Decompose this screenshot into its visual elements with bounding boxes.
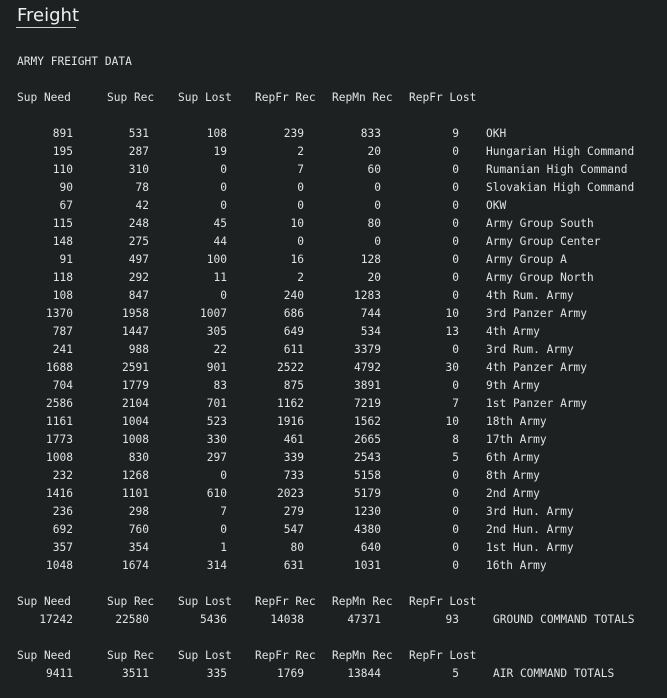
cell-repmn-rec: 1230 [354, 505, 381, 518]
cell-sup-need: 1416 [46, 487, 73, 500]
header-sup-lost: Sup Lost [178, 595, 232, 608]
cell-sup-rec: 1008 [122, 433, 149, 446]
cell-sup-lost: 330 [206, 433, 227, 446]
cell-repmn-rec: 20 [367, 271, 381, 284]
cell-repmn-rec: 2543 [354, 451, 381, 464]
cell-sup-rec: 42 [135, 199, 149, 212]
cell-sup-lost: 5436 [200, 613, 227, 626]
section-title: ARMY FREIGHT DATA [17, 55, 132, 68]
table-row [0, 503, 667, 521]
cell-command-name: Army Group Center [486, 235, 601, 248]
cell-sup-lost: 1 [220, 541, 227, 554]
cell-sup-lost: 1007 [200, 307, 227, 320]
cell-repmn-rec: 13844 [347, 667, 381, 680]
cell-sup-need: 787 [52, 325, 73, 338]
header-repfr-rec: RepFr Rec [255, 91, 316, 104]
cell-sup-lost: 701 [206, 397, 227, 410]
cell-sup-need: 236 [52, 505, 73, 518]
header-repmn-rec: RepMn Rec [332, 595, 393, 608]
cell-sup-lost: 0 [220, 469, 227, 482]
table-row [0, 251, 667, 269]
cell-command-name: 9th Army [486, 379, 540, 392]
cell-sup-need: 704 [52, 379, 73, 392]
header-sup-rec: Sup Rec [107, 595, 155, 608]
cell-sup-need: 91 [59, 253, 73, 266]
cell-repfr-rec: 339 [283, 451, 304, 464]
cell-sup-lost: 0 [220, 163, 227, 176]
table-row [0, 161, 667, 179]
cell-repmn-rec: 3891 [354, 379, 381, 392]
cell-sup-lost: 108 [206, 127, 227, 140]
header-repmn-rec: RepMn Rec [332, 649, 393, 662]
table-row [0, 215, 667, 233]
cell-repfr-lost: 0 [452, 487, 459, 500]
cell-command-name: Army Group South [486, 217, 594, 230]
table-row [0, 485, 667, 503]
cell-repfr-lost: 0 [452, 235, 459, 248]
cell-repfr-lost: 0 [452, 343, 459, 356]
cell-sup-lost: 100 [206, 253, 227, 266]
cell-repmn-rec: 534 [360, 325, 381, 338]
cell-command-name: 2nd Army [486, 487, 540, 500]
cell-sup-rec: 1268 [122, 469, 149, 482]
cell-repfr-lost: 10 [445, 307, 459, 320]
table-row [0, 359, 667, 377]
cell-repfr-rec: 0 [297, 199, 304, 212]
cell-command-name: Rumanian High Command [486, 163, 628, 176]
cell-repmn-rec: 128 [360, 253, 381, 266]
cell-repfr-rec: 7 [297, 163, 304, 176]
cell-command-name: 18th Army [486, 415, 547, 428]
cell-repfr-rec: 686 [283, 307, 304, 320]
cell-repfr-rec: 1162 [277, 397, 304, 410]
cell-repfr-lost: 9 [452, 127, 459, 140]
cell-sup-need: 1008 [46, 451, 73, 464]
cell-sup-lost: 901 [206, 361, 227, 374]
cell-repmn-rec: 0 [374, 199, 381, 212]
cell-repmn-rec: 20 [367, 145, 381, 158]
cell-sup-rec: 22580 [115, 613, 149, 626]
table-row [0, 539, 667, 557]
cell-repfr-rec: 631 [283, 559, 304, 572]
ground-totals-row [0, 611, 667, 629]
cell-repfr-lost: 30 [445, 361, 459, 374]
cell-repfr-rec: 2 [297, 271, 304, 284]
cell-repfr-lost: 0 [452, 379, 459, 392]
cell-repfr-rec: 14038 [270, 613, 304, 626]
cell-sup-rec: 298 [128, 505, 149, 518]
cell-repfr-rec: 1916 [277, 415, 304, 428]
cell-repfr-lost: 13 [445, 325, 459, 338]
cell-command-name: 8th Army [486, 469, 540, 482]
cell-repfr-lost: 0 [452, 559, 459, 572]
cell-repfr-lost: 0 [452, 181, 459, 194]
cell-repfr-lost: 0 [452, 289, 459, 302]
cell-sup-rec: 988 [128, 343, 149, 356]
cell-sup-lost: 7 [220, 505, 227, 518]
cell-sup-need: 1773 [46, 433, 73, 446]
cell-sup-rec: 847 [128, 289, 149, 302]
cell-sup-lost: 297 [206, 451, 227, 464]
cell-sup-rec: 3511 [122, 667, 149, 680]
cell-command-name: Army Group North [486, 271, 594, 284]
cell-sup-need: 241 [52, 343, 73, 356]
ground-totals-header [0, 593, 667, 611]
header-sup-rec: Sup Rec [107, 91, 155, 104]
header-sup-need: Sup Need [17, 91, 71, 104]
cell-repfr-lost: 0 [452, 253, 459, 266]
cell-repfr-lost: 0 [452, 271, 459, 284]
table-row [0, 467, 667, 485]
cell-repmn-rec: 80 [367, 217, 381, 230]
cell-sup-need: 17242 [39, 613, 73, 626]
cell-sup-rec: 275 [128, 235, 149, 248]
cell-sup-rec: 292 [128, 271, 149, 284]
cell-sup-need: 1370 [46, 307, 73, 320]
table-row [0, 197, 667, 215]
table-row [0, 449, 667, 467]
cell-repfr-rec: 80 [290, 541, 304, 554]
cell-sup-rec: 248 [128, 217, 149, 230]
cell-sup-rec: 354 [128, 541, 149, 554]
cell-repfr-rec: 240 [283, 289, 304, 302]
cell-repfr-rec: 2023 [277, 487, 304, 500]
cell-command-name: 4th Panzer Army [486, 361, 588, 374]
air-totals-row [0, 665, 667, 683]
cell-repfr-rec: 16 [290, 253, 304, 266]
cell-repfr-rec: 0 [297, 235, 304, 248]
cell-repfr-rec: 2 [297, 145, 304, 158]
table-row [0, 323, 667, 341]
cell-sup-need: 195 [52, 145, 73, 158]
cell-command-name: 6th Army [486, 451, 540, 464]
cell-repmn-rec: 4380 [354, 523, 381, 536]
cell-command-name: 3rd Hun. Army [486, 505, 574, 518]
cell-command-name: 4th Army [486, 325, 540, 338]
cell-repfr-lost: 10 [445, 415, 459, 428]
cell-sup-need: 118 [52, 271, 73, 284]
cell-repfr-lost: 8 [452, 433, 459, 446]
cell-sup-rec: 1101 [122, 487, 149, 500]
cell-repmn-rec: 1283 [354, 289, 381, 302]
cell-repmn-rec: 833 [360, 127, 381, 140]
cell-repfr-lost: 0 [452, 217, 459, 230]
header-sup-need: Sup Need [17, 649, 71, 662]
cell-repfr-rec: 611 [283, 343, 304, 356]
cell-command-name: 1st Hun. Army [486, 541, 574, 554]
cell-repmn-rec: 744 [360, 307, 381, 320]
cell-sup-need: 67 [59, 199, 73, 212]
cell-repfr-rec: 239 [283, 127, 304, 140]
cell-sup-lost: 335 [206, 667, 227, 680]
table-row [0, 557, 667, 575]
cell-sup-need: 1688 [46, 361, 73, 374]
cell-repmn-rec: 1562 [354, 415, 381, 428]
cell-sup-lost: 523 [206, 415, 227, 428]
cell-sup-rec: 1958 [122, 307, 149, 320]
cell-sup-need: 2586 [46, 397, 73, 410]
cell-sup-lost: 22 [213, 343, 227, 356]
cell-sup-rec: 497 [128, 253, 149, 266]
header-sup-need: Sup Need [17, 595, 71, 608]
cell-command-name: 4th Rum. Army [486, 289, 574, 302]
air-totals-label: AIR COMMAND TOTALS [493, 667, 615, 680]
cell-sup-lost: 610 [206, 487, 227, 500]
cell-repmn-rec: 3379 [354, 343, 381, 356]
cell-sup-rec: 2591 [122, 361, 149, 374]
cell-repmn-rec: 7219 [354, 397, 381, 410]
table-row [0, 305, 667, 323]
cell-sup-rec: 1674 [122, 559, 149, 572]
cell-repfr-lost: 93 [445, 613, 459, 626]
cell-repfr-lost: 5 [452, 667, 459, 680]
cell-sup-rec: 1447 [122, 325, 149, 338]
cell-sup-lost: 0 [220, 181, 227, 194]
cell-repfr-rec: 875 [283, 379, 304, 392]
table-row [0, 143, 667, 161]
air-totals-header [0, 647, 667, 665]
cell-sup-rec: 1004 [122, 415, 149, 428]
cell-repfr-lost: 5 [452, 451, 459, 464]
cell-sup-lost: 0 [220, 289, 227, 302]
table-row [0, 341, 667, 359]
cell-sup-lost: 0 [220, 523, 227, 536]
table-row [0, 125, 667, 143]
cell-command-name: 1st Panzer Army [486, 397, 588, 410]
cell-sup-lost: 83 [213, 379, 227, 392]
cell-repfr-rec: 279 [283, 505, 304, 518]
cell-repmn-rec: 640 [360, 541, 381, 554]
cell-command-name: Slovakian High Command [486, 181, 635, 194]
window-title: Freight [17, 5, 80, 26]
cell-sup-need: 90 [59, 181, 73, 194]
cell-repfr-lost: 0 [452, 163, 459, 176]
cell-repfr-lost: 0 [452, 199, 459, 212]
cell-command-name: 3rd Rum. Army [486, 343, 574, 356]
cell-sup-need: 692 [52, 523, 73, 536]
cell-sup-rec: 287 [128, 145, 149, 158]
cell-command-name: 3rd Panzer Army [486, 307, 588, 320]
table-header [0, 89, 667, 107]
cell-repfr-rec: 649 [283, 325, 304, 338]
cell-sup-need: 357 [52, 541, 73, 554]
table-row [0, 413, 667, 431]
table-row [0, 287, 667, 305]
cell-sup-need: 9411 [46, 667, 73, 680]
cell-sup-need: 148 [52, 235, 73, 248]
cell-repfr-lost: 7 [452, 397, 459, 410]
cell-sup-need: 108 [52, 289, 73, 302]
cell-repmn-rec: 60 [367, 163, 381, 176]
cell-command-name: Hungarian High Command [486, 145, 635, 158]
cell-repfr-rec: 2522 [277, 361, 304, 374]
header-repfr-lost: RepFr Lost [409, 91, 477, 104]
cell-command-name: Army Group A [486, 253, 567, 266]
cell-sup-rec: 78 [135, 181, 149, 194]
table-row [0, 179, 667, 197]
cell-sup-lost: 19 [213, 145, 227, 158]
cell-sup-lost: 11 [213, 271, 227, 284]
header-repfr-lost: RepFr Lost [409, 649, 477, 662]
cell-repfr-rec: 0 [297, 181, 304, 194]
cell-sup-need: 115 [52, 217, 73, 230]
cell-command-name: OKH [486, 127, 507, 140]
table-row [0, 431, 667, 449]
cell-sup-lost: 45 [213, 217, 227, 230]
cell-sup-lost: 305 [206, 325, 227, 338]
cell-sup-need: 110 [52, 163, 73, 176]
cell-repfr-rec: 461 [283, 433, 304, 446]
cell-sup-rec: 310 [128, 163, 149, 176]
cell-repmn-rec: 0 [374, 181, 381, 194]
cell-sup-rec: 760 [128, 523, 149, 536]
cell-command-name: 17th Army [486, 433, 547, 446]
header-repfr-rec: RepFr Rec [255, 595, 316, 608]
header-repmn-rec: RepMn Rec [332, 91, 393, 104]
cell-repmn-rec: 5179 [354, 487, 381, 500]
cell-repfr-lost: 0 [452, 523, 459, 536]
table-row [0, 395, 667, 413]
cell-repfr-rec: 733 [283, 469, 304, 482]
cell-sup-lost: 44 [213, 235, 227, 248]
title-underline [16, 27, 76, 28]
cell-command-name: OKW [486, 199, 507, 212]
table-row [0, 269, 667, 287]
cell-repfr-lost: 0 [452, 145, 459, 158]
cell-repfr-lost: 0 [452, 505, 459, 518]
cell-sup-lost: 0 [220, 199, 227, 212]
cell-repfr-rec: 10 [290, 217, 304, 230]
cell-repfr-rec: 547 [283, 523, 304, 536]
cell-repmn-rec: 4792 [354, 361, 381, 374]
cell-sup-need: 232 [52, 469, 73, 482]
cell-sup-need: 1161 [46, 415, 73, 428]
cell-sup-rec: 1779 [122, 379, 149, 392]
cell-repfr-lost: 0 [452, 469, 459, 482]
cell-repmn-rec: 47371 [347, 613, 381, 626]
cell-repmn-rec: 5158 [354, 469, 381, 482]
cell-sup-lost: 314 [206, 559, 227, 572]
cell-repfr-rec: 1769 [277, 667, 304, 680]
header-repfr-lost: RepFr Lost [409, 595, 477, 608]
cell-sup-rec: 2104 [122, 397, 149, 410]
table-row [0, 521, 667, 539]
cell-command-name: 16th Army [486, 559, 547, 572]
header-sup-lost: Sup Lost [178, 649, 232, 662]
table-row [0, 233, 667, 251]
cell-command-name: 2nd Hun. Army [486, 523, 574, 536]
header-repfr-rec: RepFr Rec [255, 649, 316, 662]
cell-sup-need: 1048 [46, 559, 73, 572]
cell-repfr-lost: 0 [452, 541, 459, 554]
cell-sup-need: 891 [52, 127, 73, 140]
ground-totals-label: GROUND COMMAND TOTALS [493, 613, 635, 626]
cell-repmn-rec: 0 [374, 235, 381, 248]
cell-repmn-rec: 1031 [354, 559, 381, 572]
cell-repmn-rec: 2665 [354, 433, 381, 446]
header-sup-lost: Sup Lost [178, 91, 232, 104]
cell-sup-rec: 531 [128, 127, 149, 140]
cell-sup-rec: 830 [128, 451, 149, 464]
header-sup-rec: Sup Rec [107, 649, 155, 662]
table-row [0, 377, 667, 395]
